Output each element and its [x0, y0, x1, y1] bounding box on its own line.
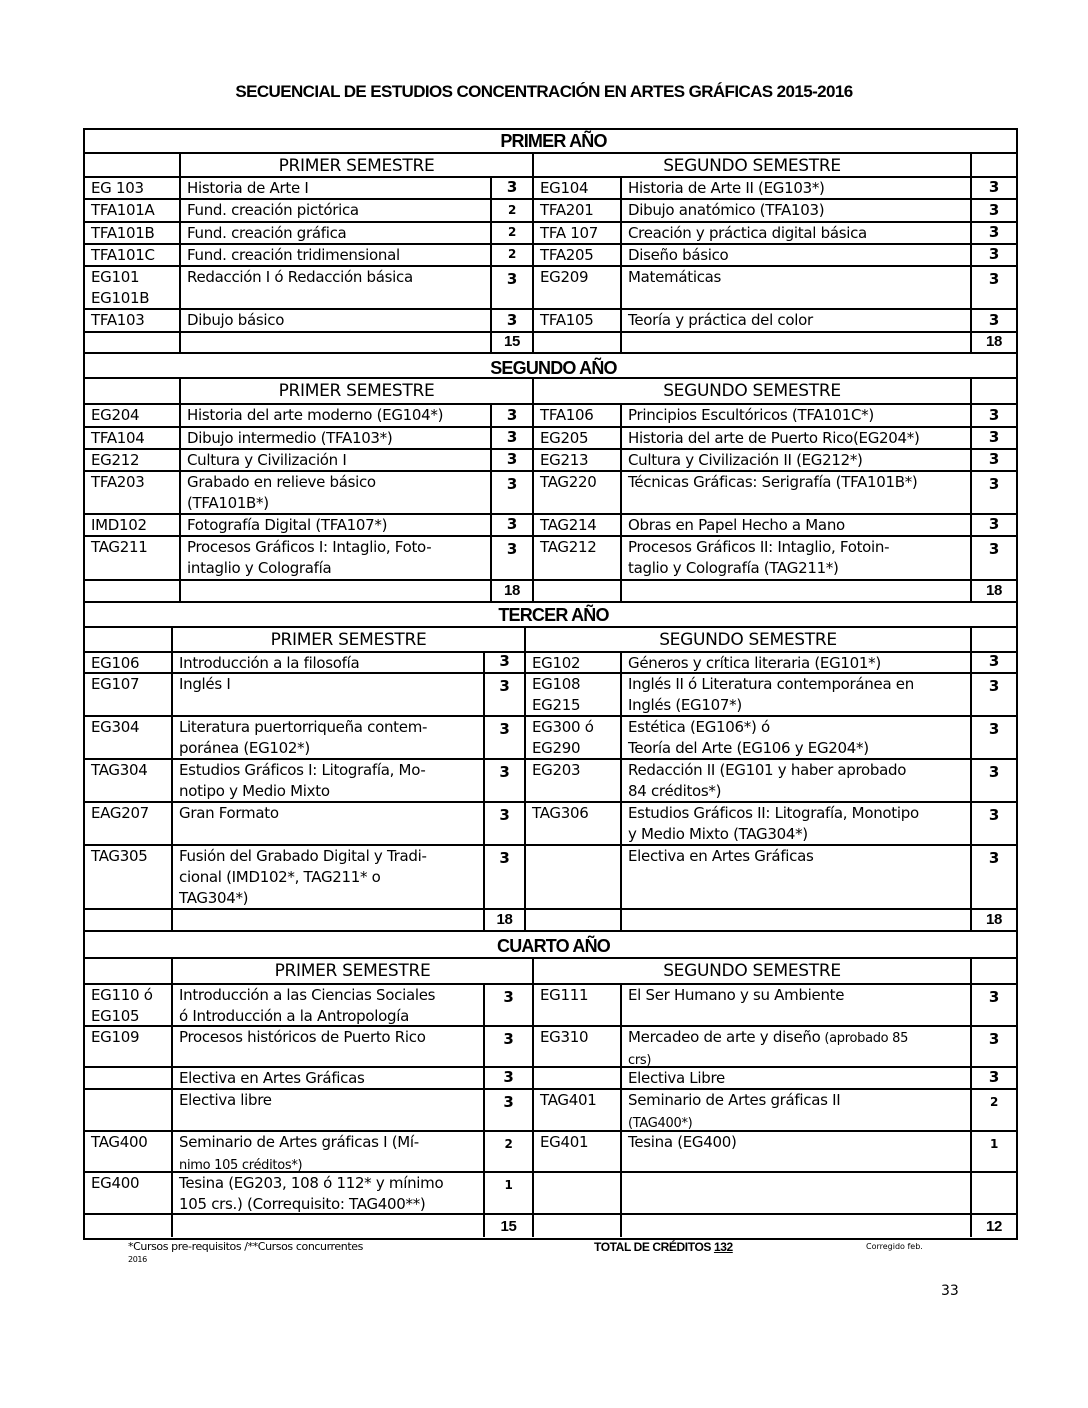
course-credits: 3 — [988, 178, 1000, 196]
course-row — [85, 846, 1016, 910]
course-name: Mercadeo de arte y diseño (aprobado 85 crs) — [622, 1027, 972, 1066]
course-name: Procesos históricos de Puerto Rico — [173, 1027, 485, 1066]
year-header — [85, 935, 1016, 959]
totals-blank — [173, 1215, 485, 1237]
course-name: Fusión del Grabado Digital y Tradi- cional (IMD102*, TAG211* o TAG304*) — [173, 846, 485, 908]
course-prerequisite: (TAG400*) — [628, 1116, 693, 1130]
course-name: Electiva Libre — [622, 1068, 972, 1088]
year-title: CUARTO AÑO — [497, 936, 610, 956]
course-row — [85, 803, 1016, 846]
course-code: TAG305 — [85, 846, 173, 908]
totals-blank — [534, 1215, 622, 1237]
course-row — [85, 985, 1016, 1027]
course-credits: 3 — [485, 717, 526, 758]
course-credits: 2 — [492, 200, 534, 221]
course-code: TFA104 — [85, 428, 181, 448]
course-credits: 3 — [988, 849, 1000, 867]
totals-row — [85, 1215, 1016, 1237]
course-code: TAG214 — [534, 515, 622, 535]
course-credits — [972, 1173, 1016, 1213]
course-name: Introducción a las Ciencias Sociales ó Introducción a la Antropología — [173, 985, 485, 1025]
course-row — [85, 1132, 1016, 1173]
year-header — [85, 604, 1016, 628]
semester-header-blank — [972, 379, 1016, 403]
semester-header — [85, 379, 1016, 405]
course-row — [85, 760, 1016, 803]
semester-2-total: 18 — [985, 333, 1003, 350]
course-code: EG107 — [85, 674, 173, 715]
course-credits: 3 — [485, 1068, 534, 1088]
course-code: TFA 107 — [534, 223, 622, 243]
course-name: Tesina (EG203, 108 ó 112* y mínimo 105 crs.) (Correquisito: TAG400**) — [173, 1173, 485, 1213]
year-header — [85, 130, 1016, 154]
document-title: SECUENCIAL DE ESTUDIOS CONCENTRACIÓN EN ARTES GRÁFICAS 2015-2016 — [235, 82, 853, 101]
semester-2-label: SEGUNDO SEMESTRE — [534, 959, 972, 983]
year-header — [85, 357, 1016, 379]
course-name: Dibujo intermedio (TFA103*) — [181, 428, 492, 448]
semester-header-blank — [972, 959, 1016, 983]
course-credits: 3 — [988, 245, 1000, 263]
semester-1-total: 15 — [492, 333, 534, 352]
course-credits: 1 — [989, 1137, 999, 1151]
course-name: Tesina (EG400) — [622, 1132, 972, 1171]
course-code: EG108 EG215 — [526, 674, 622, 715]
course-row — [85, 450, 1016, 472]
course-name: Introducción a la filosofía — [173, 653, 485, 672]
course-credits: 3 — [988, 406, 1000, 424]
semester-header — [85, 154, 1016, 178]
course-code: EG109 — [85, 1027, 173, 1066]
semester-header-blank — [972, 154, 1016, 176]
course-name: Estudios Gráficos I: Litografía, Mo- notipo y Medio Mixto — [173, 760, 485, 801]
course-credits: 3 — [988, 763, 1000, 781]
course-credits: 3 — [485, 653, 526, 672]
semester-2-label: SEGUNDO SEMESTRE — [526, 628, 972, 651]
course-code: TAG401 — [534, 1090, 622, 1130]
course-name: Cultura y Civilización I — [181, 450, 492, 470]
totals-blank — [622, 333, 972, 352]
total-credits — [594, 1240, 733, 1254]
course-credits: 3 — [988, 1030, 1000, 1048]
course-code — [526, 846, 622, 908]
course-credits: 3 — [988, 1068, 1000, 1086]
totals-blank — [181, 333, 492, 352]
total-credits-value: 132 — [713, 1240, 733, 1254]
course-row — [85, 1027, 1016, 1068]
course-credits: 3 — [988, 720, 1000, 738]
totals-row — [85, 581, 1016, 603]
semester-1-label: PRIMER SEMESTRE — [181, 379, 534, 403]
course-name: Fund. creación tridimensional — [181, 245, 492, 265]
year-title: PRIMER AÑO — [500, 131, 607, 151]
course-row — [85, 653, 1016, 674]
semester-1-label: PRIMER SEMESTRE — [173, 628, 526, 651]
course-code: TFA101C — [85, 245, 181, 265]
course-credits: 3 — [988, 311, 1000, 329]
course-code: EG111 — [534, 985, 622, 1025]
semester-header-blank — [85, 959, 173, 983]
course-code: TFA101A — [85, 200, 181, 221]
course-row — [85, 223, 1016, 245]
course-name: Dibujo básico — [181, 310, 492, 331]
course-name: El Ser Humano y su Ambiente — [622, 985, 972, 1025]
course-name — [622, 1173, 972, 1213]
course-code: EAG207 — [85, 803, 173, 844]
course-code: EG205 — [534, 428, 622, 448]
course-code: TFA105 — [534, 310, 622, 331]
course-name: Géneros y crítica literaria (EG101*) — [622, 653, 972, 672]
curriculum-table — [83, 128, 1018, 1240]
course-name: Técnicas Gráficas: Serigrafía (TFA101B*) — [622, 472, 972, 513]
footnote-year: 2016 — [128, 1255, 147, 1264]
course-code: EG310 — [534, 1027, 622, 1066]
course-prerequisite: nimo 105 créditos*) — [179, 1158, 303, 1171]
course-row — [85, 245, 1016, 267]
course-name: Diseño básico — [622, 245, 972, 265]
course-code — [534, 1068, 622, 1088]
semester-2-label: SEGUNDO SEMESTRE — [534, 379, 972, 403]
course-row — [85, 178, 1016, 200]
semester-2-total: 18 — [985, 911, 1003, 928]
course-row — [85, 428, 1016, 450]
totals-blank — [534, 333, 622, 352]
course-name: Historia de Arte II (EG103*) — [622, 178, 972, 198]
semester-header-blank — [85, 628, 173, 651]
semester-1-total: 15 — [485, 1215, 534, 1237]
footnote — [128, 1240, 363, 1266]
course-credits: 3 — [988, 988, 1000, 1006]
semester-2-total: 18 — [985, 582, 1003, 599]
footnote-text: *Cursos pre-requisitos /**Cursos concurrentes — [128, 1240, 363, 1253]
course-code: EG300 ó EG290 — [526, 717, 622, 758]
course-code: IMD102 — [85, 515, 181, 535]
course-row — [85, 515, 1016, 537]
course-name: Principios Escultóricos (TFA101C*) — [622, 405, 972, 426]
course-code: EG213 — [534, 450, 622, 470]
course-name: Gran Formato — [173, 803, 485, 844]
totals-blank — [622, 1215, 972, 1237]
course-prerequisite: (aprobado 85 crs) — [628, 1031, 909, 1066]
course-row — [85, 1090, 1016, 1132]
course-row — [85, 674, 1016, 717]
course-row — [85, 537, 1016, 581]
course-row — [85, 717, 1016, 760]
course-credits: 3 — [988, 653, 1000, 670]
course-credits: 3 — [485, 1027, 534, 1066]
semester-1-label: PRIMER SEMESTRE — [181, 154, 534, 176]
course-credits: 3 — [485, 803, 526, 844]
course-code: EG209 — [534, 267, 622, 308]
totals-row — [85, 910, 1016, 932]
corrected-note: Corregido feb. — [866, 1242, 923, 1251]
course-name: Dibujo anatómico (TFA103) — [622, 200, 972, 221]
semester-1-total: 18 — [485, 910, 526, 930]
course-code: EG401 — [534, 1132, 622, 1171]
course-name: Inglés I — [173, 674, 485, 715]
course-credits: 2 — [989, 1095, 999, 1109]
course-code: TAG212 — [534, 537, 622, 579]
course-name: Obras en Papel Hecho a Mano — [622, 515, 972, 535]
course-code: TFA101B — [85, 223, 181, 243]
course-code — [534, 1173, 622, 1213]
course-code — [85, 1090, 173, 1130]
course-code: EG204 — [85, 405, 181, 426]
course-credits: 3 — [492, 310, 534, 331]
course-name: Electiva en Artes Gráficas — [173, 1068, 485, 1088]
course-credits: 3 — [485, 846, 526, 908]
totals-blank — [85, 333, 181, 352]
course-credits: 3 — [988, 677, 1000, 695]
course-credits: 1 — [485, 1173, 534, 1213]
course-name: Grabado en relieve básico (TFA101B*) — [181, 472, 492, 513]
semester-header-blank — [85, 154, 181, 176]
course-code: EG400 — [85, 1173, 173, 1213]
course-code: EG212 — [85, 450, 181, 470]
course-credits: 3 — [492, 428, 534, 448]
course-credits: 3 — [988, 223, 1000, 241]
course-credits: 3 — [492, 178, 534, 198]
totals-blank — [526, 910, 622, 930]
course-name: Estética (EG106*) ó Teoría del Arte (EG106 y EG204*) — [622, 717, 972, 758]
course-credits: 3 — [492, 537, 534, 579]
course-code: EG 103 — [85, 178, 181, 198]
course-credits: 3 — [492, 267, 534, 308]
course-code: TAG211 — [85, 537, 181, 579]
course-credits: 3 — [492, 450, 534, 470]
course-code: EG203 — [526, 760, 622, 801]
totals-row — [85, 333, 1016, 354]
totals-blank — [173, 910, 485, 930]
course-code: EG304 — [85, 717, 173, 758]
course-row — [85, 405, 1016, 428]
course-name: Creación y práctica digital básica — [622, 223, 972, 243]
semester-1-total: 18 — [492, 581, 534, 601]
course-credits: 2 — [485, 1132, 534, 1171]
course-code: TAG220 — [534, 472, 622, 513]
course-name: Redacción I ó Redacción básica — [181, 267, 492, 308]
course-code: EG101 EG101B — [85, 267, 181, 308]
course-code: TFA205 — [534, 245, 622, 265]
course-row — [85, 472, 1016, 515]
course-credits: 3 — [988, 515, 1000, 533]
totals-blank — [622, 910, 972, 930]
semester-header-blank — [85, 379, 181, 403]
semester-2-total: 12 — [985, 1218, 1003, 1235]
course-credits: 3 — [485, 1090, 534, 1130]
course-code: EG110 ó EG105 — [85, 985, 173, 1025]
course-credits: 3 — [988, 201, 1000, 219]
totals-blank — [85, 910, 173, 930]
course-code — [85, 1068, 173, 1088]
totals-blank — [85, 581, 181, 601]
course-name: Historia del arte de Puerto Rico(EG204*) — [622, 428, 972, 448]
year-title: SEGUNDO AÑO — [490, 358, 617, 377]
semester-header-blank — [972, 628, 1016, 651]
course-name: Seminario de Artes gráficas II (TAG400*) — [622, 1090, 972, 1130]
course-name: Historia de Arte I — [181, 178, 492, 198]
course-credits: 3 — [492, 472, 534, 513]
course-code: TAG304 — [85, 760, 173, 801]
course-credits: 3 — [485, 674, 526, 715]
semester-1-label: PRIMER SEMESTRE — [173, 959, 534, 983]
course-code: EG106 — [85, 653, 173, 672]
course-code: EG104 — [534, 178, 622, 198]
course-credits: 3 — [988, 475, 1000, 493]
course-row — [85, 267, 1016, 310]
course-name: Redacción II (EG101 y haber aprobado 84 créditos*) — [622, 760, 972, 801]
course-name: Procesos Gráficos II: Intaglio, Fotoin- taglio y Colografía (TAG211*) — [622, 537, 972, 579]
course-credits: 3 — [492, 405, 534, 426]
course-name: Fotografía Digital (TFA107*) — [181, 515, 492, 535]
course-credits: 3 — [988, 806, 1000, 824]
course-credits: 3 — [988, 540, 1000, 558]
course-name: Matemáticas — [622, 267, 972, 308]
course-code: TFA106 — [534, 405, 622, 426]
totals-blank — [85, 1215, 173, 1237]
course-code: EG102 — [526, 653, 622, 672]
semester-header — [85, 628, 1016, 653]
course-credits: 3 — [988, 428, 1000, 446]
course-code: TFA201 — [534, 200, 622, 221]
course-name: Electiva libre — [173, 1090, 485, 1130]
course-name: Inglés II ó Literatura contemporánea en Inglés (EG107*) — [622, 674, 972, 715]
semester-header — [85, 959, 1016, 985]
course-code: TAG306 — [526, 803, 622, 844]
course-credits: 3 — [485, 760, 526, 801]
course-credits: 3 — [492, 515, 534, 535]
totals-blank — [181, 581, 492, 601]
course-code: TFA103 — [85, 310, 181, 331]
course-name: Literatura puertorriqueña contem- poránea (EG102*) — [173, 717, 485, 758]
totals-blank — [622, 581, 972, 601]
total-credits-label: TOTAL DE CRÉDITOS — [594, 1240, 711, 1254]
course-name: Procesos Gráficos I: Intaglio, Foto- intaglio y Colografía — [181, 537, 492, 579]
course-name: Seminario de Artes gráficas I (Mí- nimo 105 créditos*) — [173, 1132, 485, 1171]
course-name: Electiva en Artes Gráficas — [622, 846, 972, 908]
course-name: Cultura y Civilización II (EG212*) — [622, 450, 972, 470]
course-credits: 2 — [492, 245, 534, 265]
course-name: Fund. creación pictórica — [181, 200, 492, 221]
course-row — [85, 200, 1016, 223]
course-name: Estudios Gráficos II: Litografía, Monotipo y Medio Mixto (TAG304*) — [622, 803, 972, 844]
semester-2-label: SEGUNDO SEMESTRE — [534, 154, 972, 176]
course-credits: 3 — [988, 270, 1000, 288]
course-credits: 2 — [492, 223, 534, 243]
course-credits: 3 — [988, 450, 1000, 468]
year-title: TERCER AÑO — [498, 605, 609, 625]
course-name: Fund. creación gráfica — [181, 223, 492, 243]
totals-blank — [534, 581, 622, 601]
course-name: Teoría y práctica del color — [622, 310, 972, 331]
course-code: TAG400 — [85, 1132, 173, 1171]
course-row — [85, 310, 1016, 333]
course-credits: 3 — [485, 985, 534, 1025]
course-row — [85, 1173, 1016, 1215]
course-code: TFA203 — [85, 472, 181, 513]
course-name: Historia del arte moderno (EG104*) — [181, 405, 492, 426]
course-row — [85, 1068, 1016, 1090]
page-number: 33 — [941, 1283, 959, 1299]
